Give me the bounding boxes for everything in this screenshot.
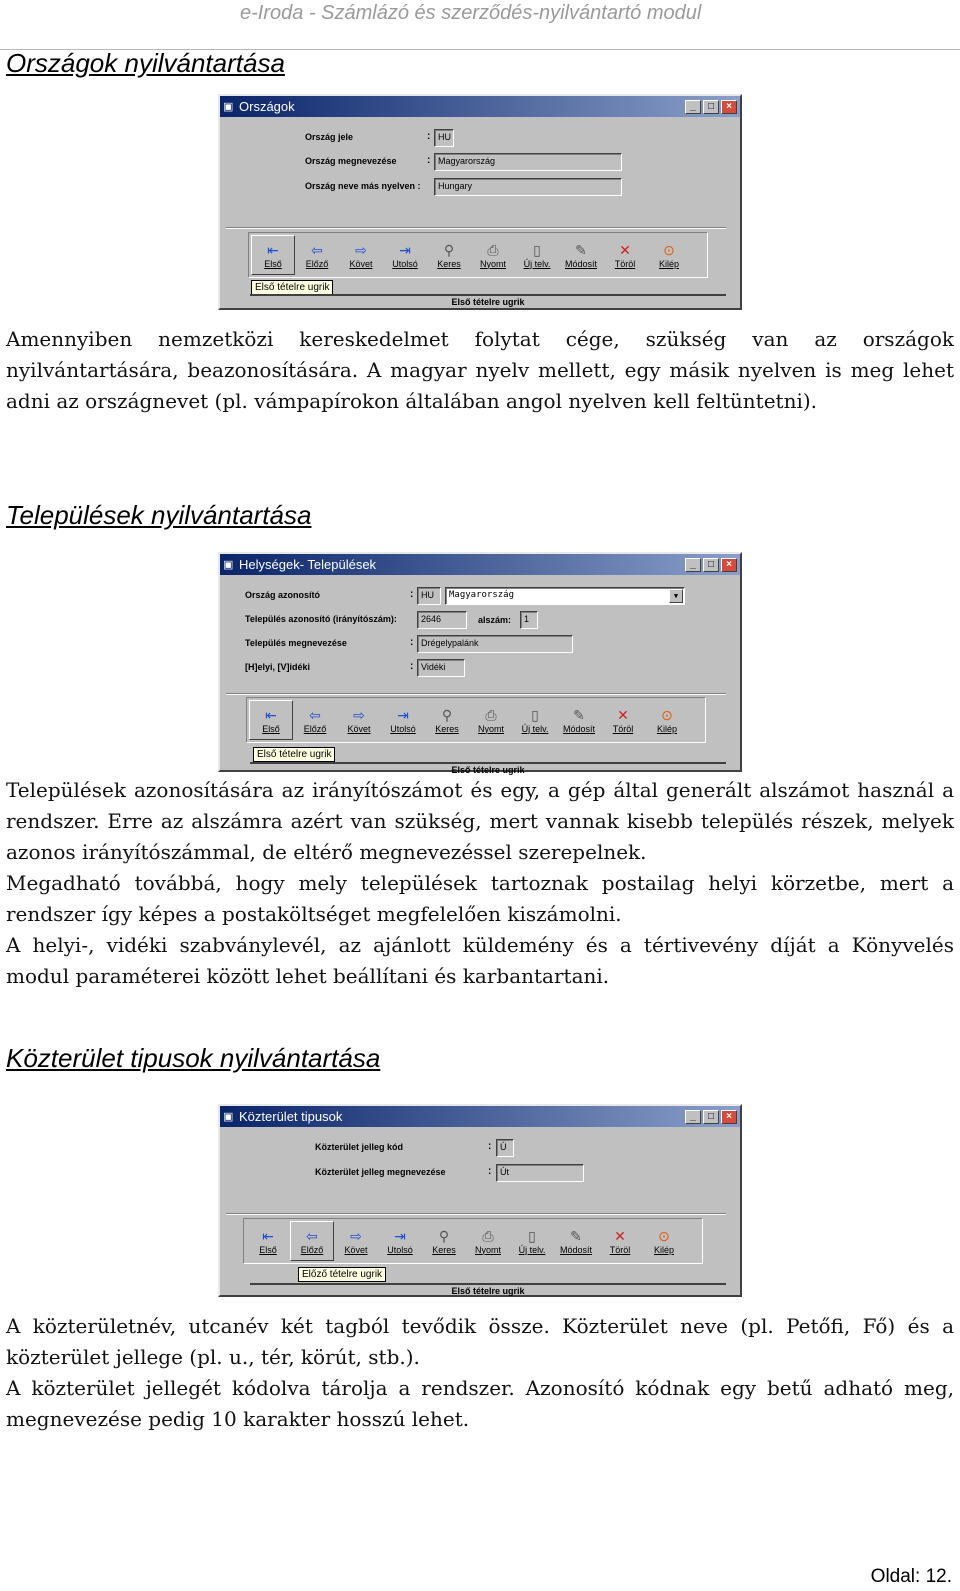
maximize-icon[interactable]: □	[703, 558, 719, 572]
paragraph-street-types	[6, 1311, 954, 1435]
field-street-type-name	[315, 1162, 446, 1182]
divider	[226, 227, 726, 229]
next-arrow-icon: ⇨	[353, 706, 365, 723]
print-button[interactable]: ⎙ Nyomt	[479, 241, 506, 269]
navigation-toolbar	[248, 232, 708, 278]
printer-icon: ⎙	[482, 1227, 494, 1244]
paragraph: A közterület jellegét kódolva tárolja a rendszer. Azonosító kódnak egy betű adható meg, megnevezése pedig 10 karakter hosszú lehet.	[6, 1376, 954, 1431]
field-street-type-code	[315, 1137, 403, 1157]
first-arrow-icon: ⇤	[265, 706, 277, 723]
prev-arrow-icon: ⇦	[311, 241, 323, 258]
app-icon: ▣	[223, 1110, 234, 1123]
delete-button[interactable]: ✕ Töröl	[609, 1227, 631, 1255]
last-button[interactable]: ⇥ Utolsó	[387, 1227, 413, 1255]
last-arrow-icon: ⇥	[394, 1227, 406, 1244]
field-colon: :	[410, 637, 414, 648]
exit-icon: ⊙	[658, 1227, 670, 1244]
maximize-icon[interactable]: □	[703, 100, 719, 114]
field-country-id	[245, 585, 320, 605]
delete-x-icon: ✕	[617, 706, 629, 723]
first-button[interactable]: ⇤ Első	[251, 235, 295, 275]
delete-button[interactable]: ✕ Töröl	[614, 241, 636, 269]
delete-x-icon: ✕	[619, 241, 631, 258]
close-icon[interactable]: ×	[721, 1110, 737, 1124]
exit-button[interactable]: ⊙ Kilép	[653, 1227, 674, 1255]
exit-icon: ⊙	[661, 706, 673, 723]
page-number: Oldal: 12.	[870, 1566, 952, 1587]
paragraph: Települések azonosítására az irányítószámot és egy, a gép által generált alszámot használ a rendszer. Erre az alszámra azért van szükség, mert vannak kisebb település részek, melyek azonos irányítószámmal, de eltérő megnevezéssel szerepelnek.	[6, 778, 954, 864]
edit-icon: ✎	[575, 241, 587, 258]
chevron-down-icon[interactable]: ▼	[669, 589, 683, 603]
settlement-name-input[interactable]: Drégelypalánk	[417, 635, 573, 653]
street-types-window	[218, 1104, 742, 1297]
next-button[interactable]: ⇨ Követ	[349, 241, 373, 269]
print-button[interactable]: ⎙ Nyomt	[474, 1227, 501, 1255]
search-icon: ⚲	[438, 1227, 450, 1244]
local-rural-input[interactable]: Vidéki	[417, 659, 465, 677]
window-title: Közterület tipusok	[239, 1109, 343, 1124]
minimize-icon[interactable]: _	[685, 100, 701, 114]
new-document-icon: ▯	[531, 706, 539, 723]
section-title-countries: Országok nyilvántartása	[6, 48, 285, 78]
street-type-code-input[interactable]: Ú	[496, 1139, 514, 1157]
statusbar: Első tételre ugrik	[250, 294, 726, 304]
first-arrow-icon: ⇤	[262, 1227, 274, 1244]
sub-number-label: alszám:	[478, 615, 512, 625]
edit-button[interactable]: ✎ Módosít	[559, 1227, 592, 1255]
field-colon: :	[410, 589, 414, 600]
tooltip: Első tételre ugrik	[253, 747, 335, 762]
edit-button[interactable]: ✎ Módosít	[564, 241, 597, 269]
last-arrow-icon: ⇥	[399, 241, 411, 258]
paragraph-countries	[6, 324, 954, 417]
exit-button[interactable]: ⊙ Kilép	[658, 241, 679, 269]
page-header	[0, 0, 960, 50]
edit-icon: ✎	[573, 706, 585, 723]
edit-button[interactable]: ✎ Módosít	[562, 706, 595, 734]
country-select-value: Magyarország	[449, 590, 515, 600]
close-icon[interactable]: ×	[721, 100, 737, 114]
field-colon: :	[488, 1166, 492, 1177]
exit-icon: ⊙	[663, 241, 675, 258]
first-arrow-icon: ⇤	[267, 241, 279, 258]
country-id-input[interactable]: HU	[417, 587, 441, 605]
field-colon: :	[427, 131, 431, 142]
field-label: Közterület jelleg megnevezése	[315, 1167, 446, 1177]
search-button[interactable]: ⚲ Keres	[437, 241, 461, 269]
delete-button[interactable]: ✕ Töröl	[612, 706, 634, 734]
street-type-name-input[interactable]: Út	[496, 1164, 584, 1182]
new-document-icon: ▯	[533, 241, 541, 258]
field-settlement-name	[245, 633, 347, 653]
window-titlebar	[220, 96, 740, 117]
next-arrow-icon: ⇨	[355, 241, 367, 258]
maximize-icon[interactable]: □	[703, 1110, 719, 1124]
search-button[interactable]: ⚲ Keres	[435, 706, 459, 734]
last-button[interactable]: ⇥ Utolsó	[390, 706, 416, 734]
field-colon: :	[488, 1141, 492, 1152]
settlements-window	[218, 552, 742, 775]
edit-icon: ✎	[570, 1227, 582, 1244]
search-icon: ⚲	[441, 706, 453, 723]
print-button[interactable]: ⎙ Nyomt	[477, 706, 504, 734]
field-postal-code	[245, 609, 397, 629]
delete-x-icon: ✕	[614, 1227, 626, 1244]
window-title: Helységek- Települések	[239, 557, 377, 572]
new-record-button[interactable]: ▯ Új telv.	[518, 1227, 546, 1255]
field-label: [H]elyi, [V]idéki	[245, 662, 311, 672]
search-button[interactable]: ⚲ Keres	[432, 1227, 456, 1255]
postal-code-input[interactable]: 2646	[417, 611, 467, 629]
first-button[interactable]: ⇤ Első	[249, 700, 293, 740]
country-select[interactable]	[445, 587, 685, 605]
window-title: Országok	[239, 99, 295, 114]
field-label: Ország neve más nyelven :	[305, 181, 421, 191]
field-local-rural	[245, 657, 310, 677]
printer-icon: ⎙	[485, 706, 497, 723]
close-icon[interactable]: ×	[721, 558, 737, 572]
prev-button[interactable]: ⇦ Előző	[303, 706, 327, 734]
tooltip: Első tételre ugrik	[251, 280, 333, 295]
app-icon: ▣	[223, 100, 234, 113]
field-label: Település megnevezése	[245, 638, 347, 648]
printer-icon: ⎙	[487, 241, 499, 258]
tooltip: Előző tételre ugrik	[298, 1267, 386, 1282]
field-label: Közterület jelleg kód	[315, 1142, 404, 1152]
first-button[interactable]: ⇤ Első	[259, 1227, 277, 1255]
field-colon: :	[410, 661, 414, 672]
navigation-toolbar	[246, 697, 706, 743]
navigation-toolbar	[243, 1218, 703, 1264]
country-name-input[interactable]: Magyarország	[434, 153, 622, 171]
field-country-name	[305, 151, 397, 171]
countries-window	[218, 94, 742, 310]
paragraph-settlements	[6, 775, 954, 992]
section-title-settlements: Települések nyilvántartása	[6, 500, 312, 530]
country-code-input[interactable]: HU	[434, 129, 454, 147]
field-label: Település azonosító (irányítószám):	[245, 614, 397, 624]
field-label: Ország jele	[305, 132, 354, 142]
header-title: e-Iroda - Számlázó és szerződés-nyilvántartó modul	[240, 2, 702, 24]
field-label: Ország azonosító	[245, 590, 321, 600]
window-titlebar	[220, 1106, 740, 1127]
section-title-street-types: Közterület tipusok nyilvántartása	[6, 1043, 381, 1073]
field-label: Ország megnevezése	[305, 156, 397, 166]
new-record-button[interactable]: ▯ Új telv.	[523, 241, 551, 269]
app-icon: ▣	[223, 558, 234, 571]
prev-button[interactable]: ⇦ Előző	[305, 241, 329, 269]
divider	[226, 693, 726, 695]
paragraph: Megadható továbbá, hogy mely települések tartoznak postailag helyi körzetbe, mert a rendszer így képes a postaköltséget megfelelően kiszámolni.	[6, 871, 954, 926]
next-button[interactable]: ⇨ Követ	[344, 1227, 368, 1255]
statusbar: Első tételre ugrik	[250, 762, 726, 772]
paragraph: Amennyiben nemzetközi kereskedelmet folytat cége, szükség van az országok nyilvántartására, beazonosítására. A magyar nyelv mellett, egy másik nyelven is meg lehet adni az országnevet (pl. vámpapírokon általában angol nyelven kell feltüntetni).	[6, 327, 954, 413]
last-button[interactable]: ⇥ Utolsó	[392, 241, 418, 269]
field-country-foreign-name	[305, 176, 421, 196]
sub-number-input[interactable]: 1	[520, 611, 538, 629]
field-colon: :	[427, 155, 431, 166]
new-document-icon: ▯	[528, 1227, 536, 1244]
prev-arrow-icon: ⇦	[306, 1227, 318, 1244]
field-country-code	[305, 127, 353, 147]
window-titlebar	[220, 554, 740, 575]
divider	[226, 1213, 726, 1215]
minimize-icon[interactable]: _	[685, 558, 701, 572]
exit-button[interactable]: ⊙ Kilép	[656, 706, 677, 734]
minimize-icon[interactable]: _	[685, 1110, 701, 1124]
paragraph: A közterületnév, utcanév két tagból tevődik össze. Közterület neve (pl. Petőfi, Fő) és a közterület jellege (pl. u., tér, körút, stb.).	[6, 1314, 954, 1369]
statusbar: Első tételre ugrik	[250, 1283, 726, 1293]
paragraph: A helyi-, vidéki szabványlevél, az ajánlott küldemény és a tértivevény díját a Könyvelés modul paraméterei között lehet beállítani és karbantartani.	[6, 933, 954, 988]
prev-button[interactable]: ⇦ Előző	[290, 1221, 334, 1261]
search-icon: ⚲	[443, 241, 455, 258]
next-button[interactable]: ⇨ Követ	[347, 706, 371, 734]
new-record-button[interactable]: ▯ Új telv.	[521, 706, 549, 734]
country-foreign-name-input[interactable]: Hungary	[434, 178, 622, 196]
prev-arrow-icon: ⇦	[309, 706, 321, 723]
next-arrow-icon: ⇨	[350, 1227, 362, 1244]
last-arrow-icon: ⇥	[397, 706, 409, 723]
